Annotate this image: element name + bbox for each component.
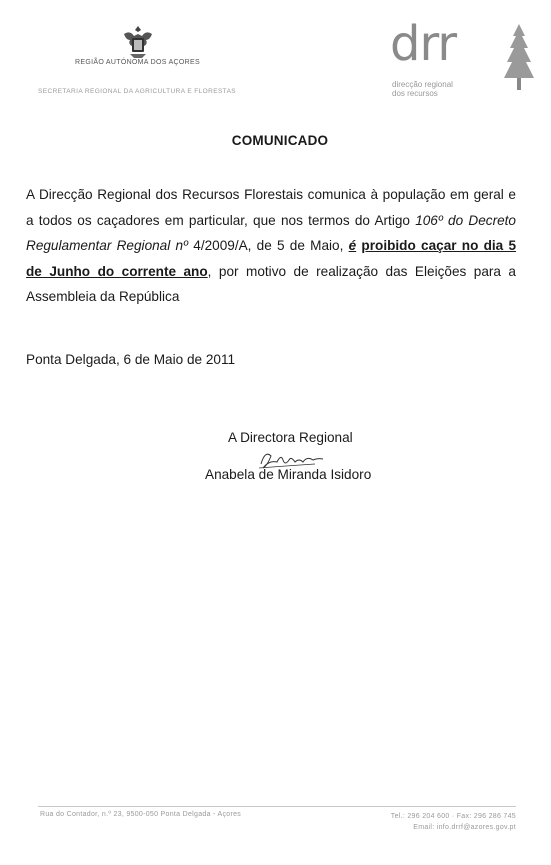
footer-divider bbox=[38, 806, 516, 807]
body-part5: proibido caçar no dia 5 de Junho do corrente ano bbox=[26, 238, 517, 279]
footer-address: Rua do Contador, n.º 23, 9500-050 Ponta Delgada - Açores bbox=[40, 811, 242, 818]
body-part1: A Direcção Regional dos Recursos Florestais comunica à população em geral e a todos os caçadores em particular, que nos termos do Artigo bbox=[26, 187, 516, 228]
communique-body bbox=[26, 182, 516, 310]
drr-sub-line2: dos recursos bbox=[392, 89, 438, 98]
footer-contacts bbox=[330, 811, 516, 833]
coat-of-arms-icon bbox=[120, 24, 156, 60]
drr-logo: drr bbox=[390, 16, 457, 72]
signatory-name: Anabela de Miranda Isidoro bbox=[205, 467, 372, 482]
document-title: COMUNICADO bbox=[231, 133, 329, 148]
body-part2: 106º do Decreto Regulamentar Regional nº bbox=[26, 212, 516, 253]
footer-email: Email: info.drrf@azores.gov.pt bbox=[413, 824, 516, 831]
place-date: Ponta Delgada, 6 de Maio de 2011 bbox=[26, 352, 236, 367]
secretaria-name: SECRETARIA REGIONAL DA AGRICULTURA E FLORESTAS bbox=[38, 88, 237, 95]
body-part6: , por motivo de realização das Eleições para a Assembleia da República bbox=[26, 263, 516, 304]
signatory-role: A Directora Regional bbox=[228, 430, 353, 445]
tree-icon bbox=[503, 22, 535, 92]
footer-phone: Tel.: 296 204 600 · Fax: 296 286 745 bbox=[390, 813, 516, 820]
drr-logo-subtitle bbox=[392, 80, 453, 98]
region-name: REGIÃO AUTÓNOMA DOS AÇORES bbox=[75, 59, 200, 66]
body-part3: 4/2009/A, de 5 de Maio, bbox=[188, 238, 349, 253]
drr-sub-line1: direcção regional bbox=[392, 80, 453, 89]
body-part4: é bbox=[348, 238, 357, 253]
